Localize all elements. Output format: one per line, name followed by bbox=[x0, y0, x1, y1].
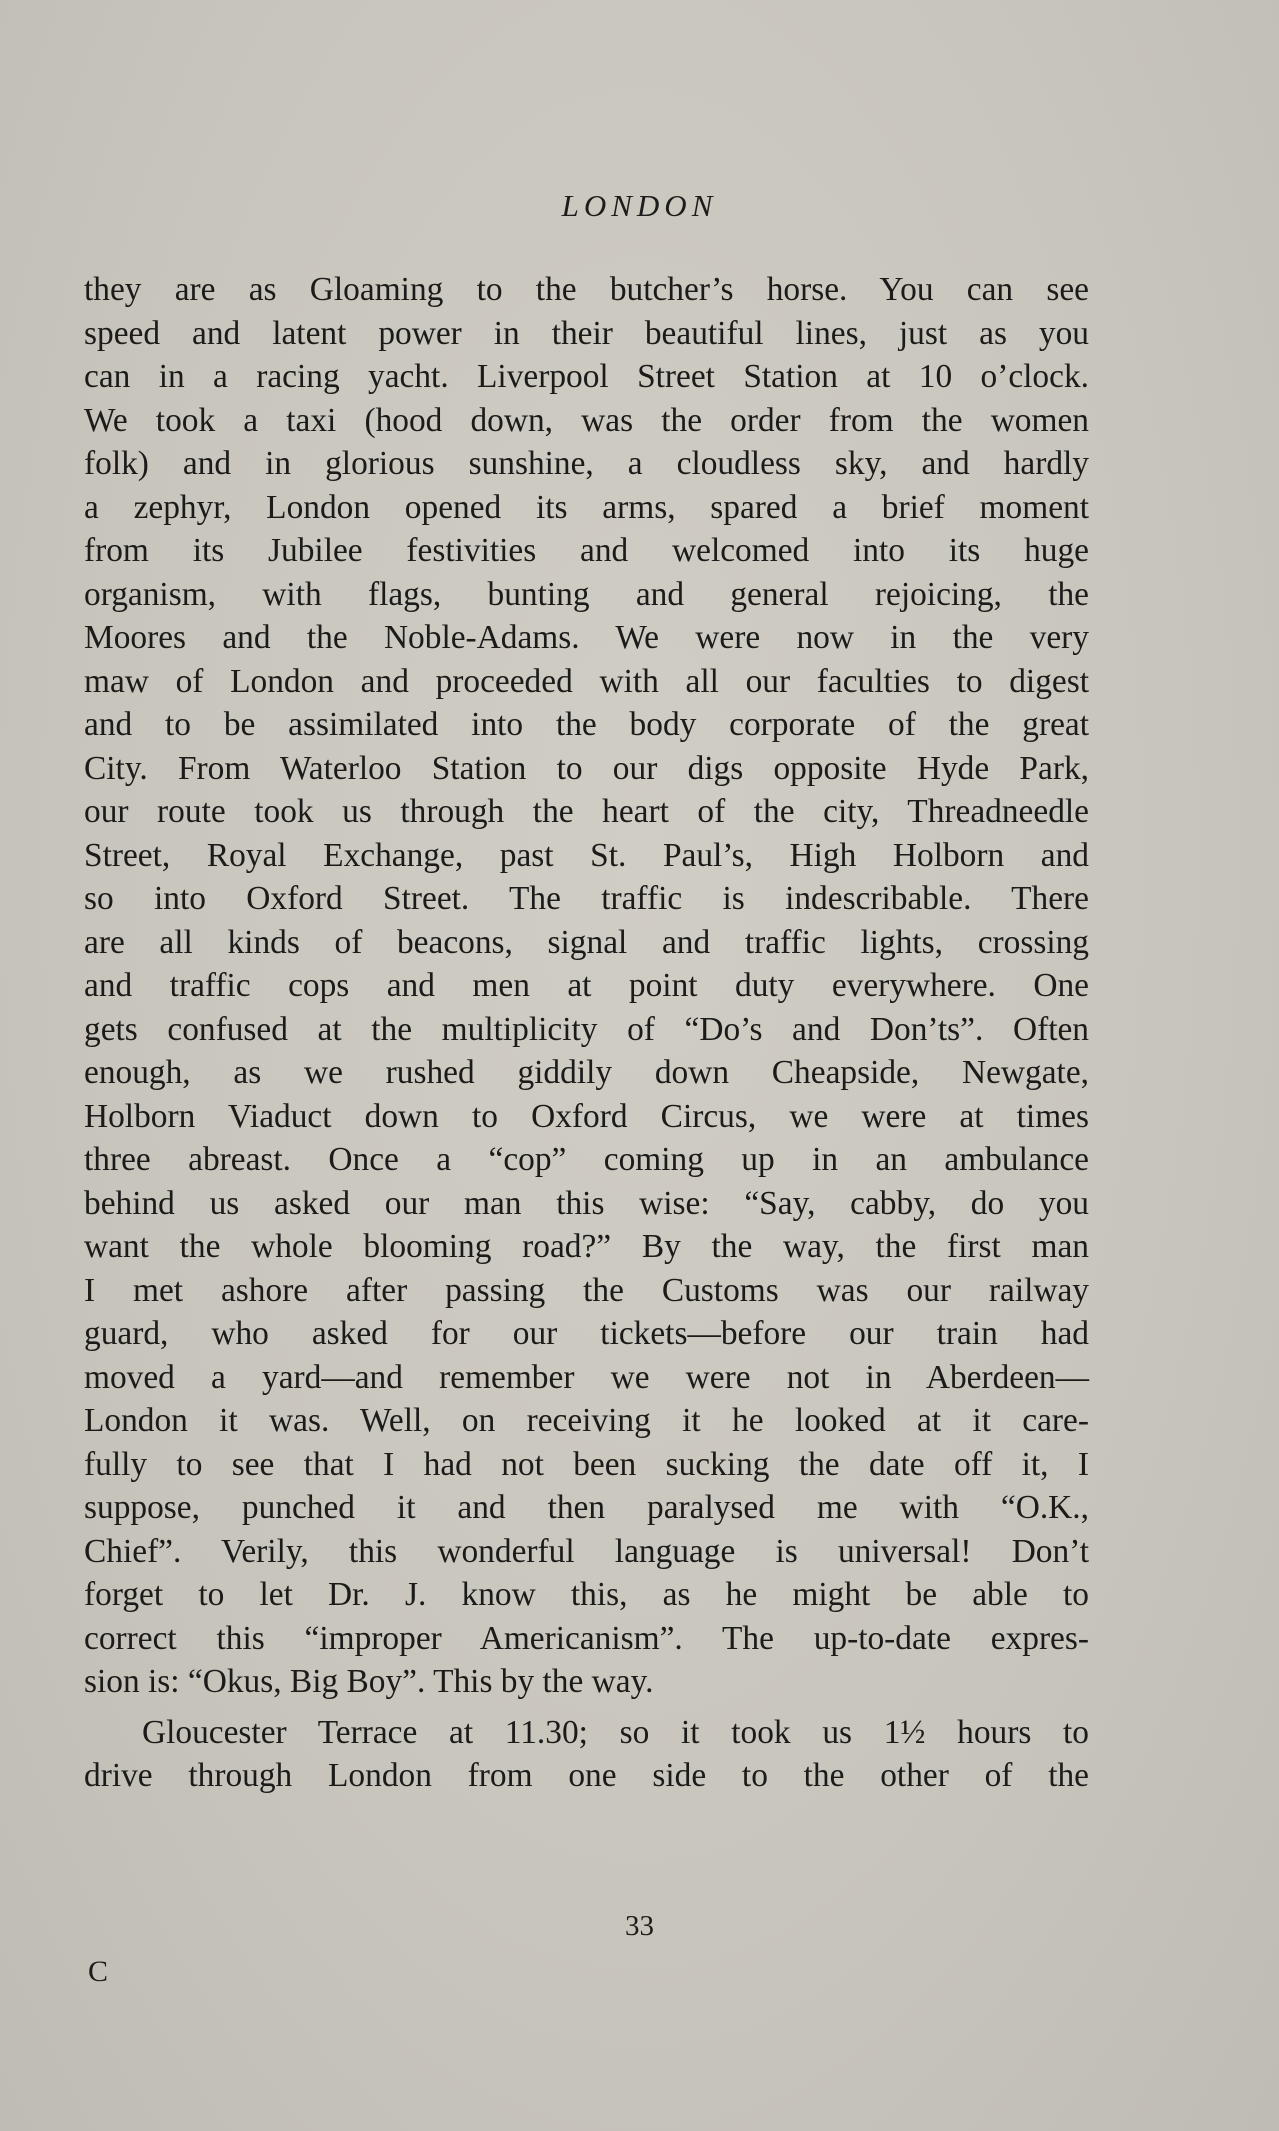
text-line: and to be assimilated into the body corporate of the great bbox=[84, 706, 1089, 743]
text-line: three abreast. Once a “cop” coming up in an ambulance bbox=[84, 1141, 1089, 1178]
text-line: moved a yard—and remember we were not in Aberdeen— bbox=[84, 1358, 1089, 1396]
text-line: a zephyr, London opened its arms, spared a brief moment bbox=[84, 488, 1089, 526]
text-line: from its Jubilee festivities and welcomed into its huge bbox=[84, 532, 1089, 569]
body-text bbox=[84, 268, 1089, 1798]
text-line: want the whole blooming road?” By the way, the first man bbox=[84, 1228, 1089, 1265]
text-line: folk) and in glorious sunshine, a cloudless sky, and hardly bbox=[84, 445, 1089, 482]
text-line: they are as Gloaming to the butcher’s horse. You can see bbox=[84, 271, 1089, 308]
text-line: sion is: “Okus, Big Boy”. This by the way. bbox=[84, 1663, 654, 1700]
text-line: London it was. Well, on receiving it he looked at it care- bbox=[84, 1402, 1089, 1439]
text-line: drive through London from one side to the other of the bbox=[84, 1757, 1089, 1794]
text-line: Chief”. Verily, this wonderful language is universal! Don’t bbox=[84, 1532, 1089, 1570]
text-line: are all kinds of beacons, signal and traffic lights, crossing bbox=[84, 923, 1089, 961]
text-line: enough, as we rushed giddily down Cheapside, Newgate, bbox=[84, 1054, 1089, 1091]
text-line: guard, who asked for our tickets—before our train had bbox=[84, 1315, 1089, 1352]
text-line: suppose, punched it and then paralysed me with “O.K., bbox=[84, 1489, 1089, 1526]
text-line: can in a racing yacht. Liverpool Street Station at 10 o’clock. bbox=[84, 358, 1089, 395]
text-line: City. From Waterloo Station to our digs opposite Hyde Park, bbox=[84, 749, 1089, 787]
text-line: Street, Royal Exchange, past St. Paul’s, High Holborn and bbox=[84, 836, 1089, 874]
text-line: maw of London and proceeded with all our faculties to digest bbox=[84, 662, 1089, 700]
text-line: our route took us through the heart of the city, Threadneedle bbox=[84, 793, 1089, 830]
text-line: We took a taxi (hood down, was the order from the women bbox=[84, 401, 1089, 439]
text-line: behind us asked our man this wise: “Say, cabby, do you bbox=[84, 1184, 1089, 1222]
signature-mark: C bbox=[88, 1955, 109, 1988]
text-line: organism, with flags, bunting and general rejoicing, the bbox=[84, 575, 1089, 613]
page-number: 33 bbox=[625, 1910, 654, 1942]
text-line: I met ashore after passing the Customs was our railway bbox=[84, 1271, 1089, 1309]
text-line: speed and latent power in their beautiful lines, just as you bbox=[84, 314, 1089, 352]
running-head: LONDON bbox=[561, 188, 718, 223]
paragraph-1 bbox=[84, 268, 1089, 1704]
text-line: forget to let Dr. J. know this, as he might be able to bbox=[84, 1576, 1089, 1613]
text-line: fully to see that I had not been sucking the date off it, I bbox=[84, 1445, 1089, 1483]
text-line: gets confused at the multiplicity of “Do’s and Don’ts”. Often bbox=[84, 1010, 1089, 1048]
text-line: correct this “improper Americanism”. The up-to-date expres- bbox=[84, 1619, 1089, 1657]
text-line: and traffic cops and men at point duty everywhere. One bbox=[84, 967, 1089, 1004]
paragraph-2 bbox=[84, 1711, 1089, 1798]
text-line: Gloucester Terrace at 11.30; so it took us 1½ hours to bbox=[142, 1713, 1089, 1751]
text-line: Holborn Viaduct down to Oxford Circus, we were at times bbox=[84, 1097, 1089, 1135]
text-line: Moores and the Noble-Adams. We were now in the very bbox=[84, 619, 1089, 656]
text-line: so into Oxford Street. The traffic is indescribable. There bbox=[84, 880, 1089, 917]
